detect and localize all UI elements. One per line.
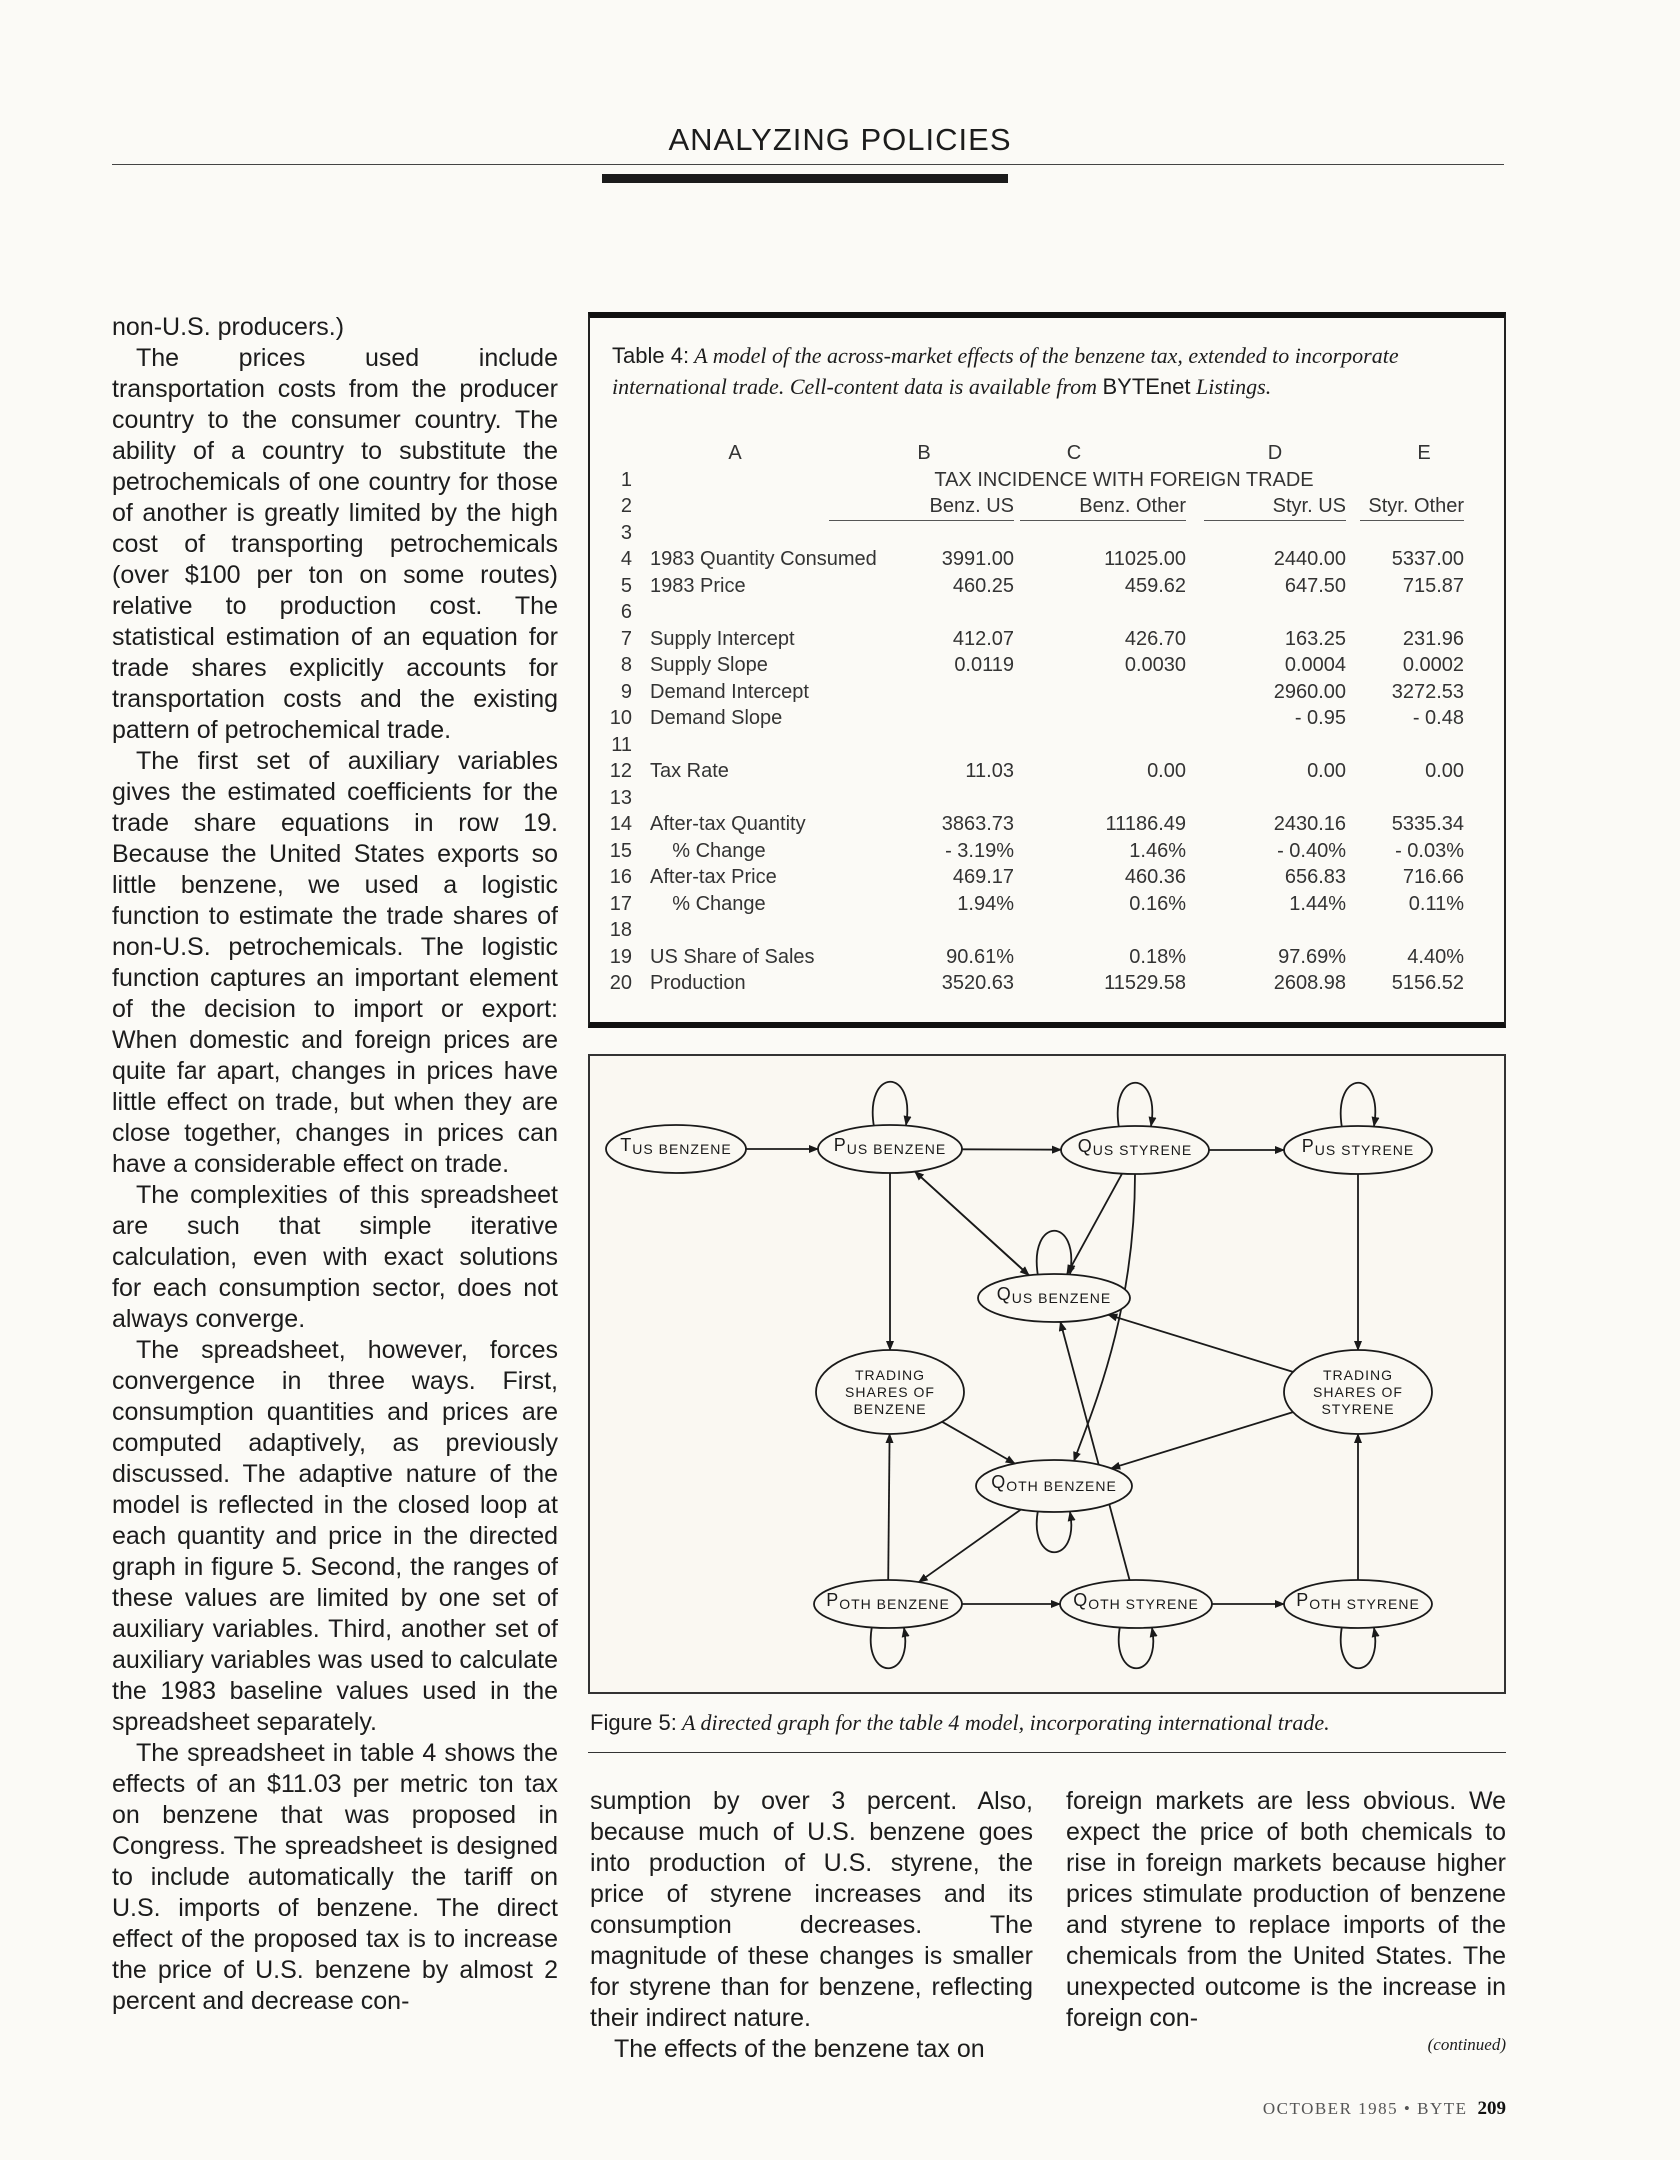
row-label: Demand Slope [650,707,783,729]
right-column [1066,1786,1506,2056]
row-number: 15 [609,839,632,862]
paragraph: The spreadsheet in table 4 shows the effects of an $11.03 per metric ton tax on benzene that was proposed in Congress. The spreadsheet is designed to include automatically the tariff on U.S. imports of benzene. The direct effect of the proposed tax is to increase the price of U.S. benzene by almost 2 percent and decrease con- [112,1739,558,2015]
figure-caption [590,1708,1506,1738]
row-label: % Change [650,839,766,862]
cell-styr-other: 715.87 [1402,574,1464,597]
cell-styr-us: 0.00 [1307,760,1346,782]
figure-caption-text: A directed graph for the table 4 model, incorporating international trade. [681,1710,1330,1735]
row-number: 4 [620,548,632,570]
cell-styr-us: 656.83 [1284,866,1346,888]
subhead-styr-other: Styr. Other [1360,495,1464,521]
node-label-line: SHARES OF [1313,1384,1403,1400]
node-t-us-benzene [606,1125,746,1173]
row-number: 16 [609,866,632,888]
paragraph: The complexities of this spreadsheet are such that simple iterative calculation, even with exact solutions for each consumption sector, does not always converge. [112,1181,558,1333]
cell-benz-us: 469.17 [952,866,1014,888]
edge-trading-styrene-to-q-us-benzene [1108,1315,1293,1372]
sheet-row [604,813,1484,840]
cell-styr-us: 0.0004 [1284,654,1346,676]
col-letter: B [917,442,931,464]
node-symbol: T [620,1135,633,1155]
cell-benz-other: 426.70 [1124,627,1186,650]
sheet-row [604,548,1484,575]
cell-styr-other: 5337.00 [1391,548,1464,570]
row-number: 8 [620,654,632,676]
node-p-oth-styrene [1284,1580,1432,1628]
node-subscript: US BENZENE [846,1141,947,1157]
paragraph: The first set of auxiliary variables gives the estimated coefficients for the trade share equations in row 19. Because the United States exports so little benzene, we used a logistic function to estimate the trade shares of non-U.S. petrochemicals. The logistic function captures an important element of the decision to import or export: When domestic and foreign prices are quite far apart, changes in prices have little effect on trade, but when they are close together, changes in prices can have a considerable effect on trade. [112,747,558,1178]
cell-styr-us: 647.50 [1284,574,1346,597]
row-number: 2 [620,495,632,517]
row-number: 3 [620,521,632,544]
cell-styr-other: 4.40% [1407,945,1464,968]
header-bar [602,174,1008,183]
node-symbol: P [826,1590,840,1610]
row-label: 1983 Quantity Consumed [650,548,877,570]
row-label: Demand Intercept [650,680,809,703]
cell-benz-other: 1.46% [1129,839,1186,862]
cell-styr-us: 2960.00 [1273,680,1346,703]
row-label: Supply Intercept [650,627,795,650]
cell-benz-us: 3520.63 [941,972,1014,994]
cell-styr-us: - 0.95 [1294,707,1346,729]
cell-benz-us: 3863.73 [941,813,1014,835]
sheet-row [604,946,1484,973]
row-label: Supply Slope [650,654,768,676]
node-q-us-styrene [1061,1126,1209,1174]
row-number: 7 [620,627,632,650]
cell-benz-us: 1.94% [957,892,1014,915]
row-number: 1 [620,468,632,491]
node-subscript: US STYRENE [1092,1142,1193,1158]
row-number: 19 [609,945,632,968]
sheet-row [604,972,1484,999]
row-number: 10 [609,707,632,729]
cell-benz-other: 11186.49 [1105,813,1186,835]
node-trading-styrene [1284,1350,1432,1434]
table-caption [612,340,1472,402]
node-q-oth-styrene [1060,1580,1212,1628]
table-caption-end: Listings. [1196,374,1272,399]
edge-q-us-styrene-to-q-us-benzene [1067,1174,1122,1275]
sheet-rows [604,522,1484,999]
row-number: 13 [609,786,632,809]
node-p-us-styrene [1284,1126,1432,1174]
node-label-line: TRADING [855,1367,925,1383]
sheet-row [604,840,1484,867]
sheet-row [604,654,1484,681]
table-caption-label: Table 4: [612,343,690,368]
cell-benz-us: 460.25 [952,574,1014,597]
sheet-row [604,866,1484,893]
self-loop-edge [1341,1626,1376,1668]
cell-benz-us: 11.03 [965,760,1014,782]
page-number: 209 [1477,2098,1506,2119]
header-rule [112,164,1504,165]
cell-styr-other: 716.66 [1402,866,1464,888]
cell-benz-us: 0.0119 [954,654,1014,676]
cell-benz-other: 0.16% [1129,892,1186,915]
edge-trading-benzene-to-q-oth-benzene [942,1422,1015,1464]
node-subscript: OTH BENZENE [839,1596,950,1612]
middle-column [590,1786,1033,2065]
paragraph: sumption by over 3 percent. Also, because much of U.S. benzene goes into production of U.S. styrene, the price of styrene increases and its consumption decreases. The magnitude of these changes is smaller for styrene than for benzene, reflecting their indirect nature. [590,1787,1033,2032]
cell-benz-us: 412.07 [952,627,1014,650]
sheet-row [604,681,1484,708]
sheet-row [604,893,1484,920]
table-4 [588,312,1506,1028]
cell-benz-other: 460.36 [1124,866,1186,888]
subhead-benz-other: Benz. Other [1020,495,1186,521]
cell-benz-us: - 3.19% [945,839,1014,862]
self-loop-edge [1341,1083,1376,1128]
paragraph: The spreadsheet, however, forces convergence in three ways. First, consumption quantities and prices are computed adaptively, as previously discussed. The adaptive nature of the model is reflected in the closed loop at each quantity and price in the directed graph in figure 5. Second, the ranges of these values are limited by one set of auxiliary variables. Third, another set of auxiliary variables was used to calculate the 1983 baseline values used in the spreadsheet separately. [112,1336,558,1736]
cell-styr-us: 1.44% [1289,892,1346,915]
self-loop-edge [873,1082,908,1127]
paragraph: non-U.S. producers.) [112,313,345,341]
node-q-us-benzene [978,1274,1130,1322]
row-label: US Share of Sales [650,945,815,968]
spreadsheet [604,442,1484,999]
cell-styr-other: 5335.34 [1391,813,1464,835]
row-number: 17 [609,892,632,915]
subhead-styr-us: Styr. US [1204,495,1346,521]
directed-graph [590,1056,1504,1692]
node-symbol: P [1301,1136,1315,1156]
self-loop-edge [1037,1231,1072,1276]
row-number: 6 [620,601,632,623]
left-column [112,312,558,2017]
edge-q-oth-benzene-to-p-oth-benzene [919,1510,1021,1583]
cell-styr-other: 231.96 [1402,627,1464,650]
running-header: ANALYZING POLICIES [668,122,1012,157]
sheet-row [604,734,1484,761]
sheet-row [604,919,1484,946]
sheet-title: TAX INCIDENCE WITH FOREIGN TRADE [934,468,1314,491]
cell-benz-other: 11529.58 [1104,972,1186,994]
cell-benz-other: 0.00 [1147,760,1186,782]
cell-styr-other: 0.00 [1425,760,1464,782]
node-symbol: P [1296,1590,1310,1610]
node-trading-benzene [816,1350,964,1434]
self-loop-edge [1118,1083,1153,1128]
cell-benz-other: 11025.00 [1104,548,1186,570]
cell-styr-us: 2430.16 [1273,813,1346,835]
table-caption-byte: BYTEnet [1102,374,1191,399]
self-loop-edge [1119,1626,1154,1668]
sheet-row [604,601,1484,628]
edge-trading-styrene-to-q-oth-benzene [1111,1412,1293,1468]
cell-styr-us: 163.25 [1284,627,1346,650]
row-label: Production [650,972,746,994]
self-loop-edge [871,1626,906,1668]
cell-benz-us: 90.61% [946,945,1014,968]
table-caption-text: A model of the across-market effects of the benzene tax, extended to incorporate international trade. Cell-content data is available from [612,343,1399,399]
row-label: 1983 Price [650,574,746,597]
page-footer [1263,2098,1506,2120]
row-number: 11 [611,733,632,756]
sheet-row [604,760,1484,787]
cell-styr-other: - 0.48 [1412,707,1464,729]
subhead-row [604,495,1484,522]
node-symbol: Q [991,1472,1007,1492]
node-symbol: P [833,1135,847,1155]
node-subscript: US BENZENE [632,1141,732,1157]
node-p-us-benzene [818,1125,962,1173]
col-letter: E [1417,442,1431,464]
row-number: 9 [620,680,632,703]
node-label-line: TRADING [1323,1367,1393,1383]
node-label-line: BENZENE [853,1401,927,1417]
col-letter: A [728,442,742,464]
paragraph: The prices used include transportation costs from the producer country to the consumer country. The ability of a country to substitute the petrochemicals of one country for those of another is greatly limited by the high cost of transporting petrochemicals (over $100 per ton on some routes) relative to production cost. The statistical estimation of an equation for trade shares explicitly accounts for transportation costs and the existing pattern of petrochemical trade. [112,344,558,744]
node-p-oth-benzene [814,1580,962,1628]
edge-p-oth-benzene-to-trading-benzene [888,1434,889,1580]
issue-line: OCTOBER 1985 • BYTE [1262,2099,1468,2118]
cell-styr-other: 0.0002 [1402,654,1464,676]
node-label-line: STYRENE [1321,1401,1395,1417]
node-q-oth-benzene [976,1460,1132,1512]
node-subscript: US STYRENE [1314,1142,1415,1158]
cell-styr-other: 0.11% [1408,892,1464,915]
node-symbol: Q [1077,1136,1093,1156]
self-loop-edge [1037,1510,1072,1552]
sheet-row [604,787,1484,814]
node-subscript: US BENZENE [1011,1290,1112,1306]
col-letter: D [1267,442,1283,464]
edge-q-us-benzene-to-p-us-benzene [915,1172,1029,1276]
sheet-row [604,628,1484,655]
cell-styr-other: - 0.03% [1395,839,1464,862]
sheet-row [604,707,1484,734]
node-subscript: OTH STYRENE [1088,1596,1199,1612]
sheet-row [604,575,1484,602]
row-label: After-tax Price [650,866,777,888]
cell-benz-us: 3991.00 [941,548,1014,570]
row-label: % Change [650,892,766,915]
cell-benz-other: 459.62 [1124,574,1186,597]
row-number: 18 [609,919,632,941]
sheet-row [604,522,1484,549]
row-label: After-tax Quantity [650,813,806,835]
cell-styr-other: 3272.53 [1391,680,1464,703]
cell-styr-us: - 0.40% [1277,839,1346,862]
cell-benz-other: 0.0030 [1124,654,1186,676]
paragraph: The effects of the benzene tax on [614,2035,985,2063]
cell-benz-other: 0.18% [1129,945,1186,968]
subhead-benz-us: Benz. US [829,495,1014,521]
node-symbol: Q [996,1284,1012,1304]
edge-q-oth-styrene-to-q-us-benzene [1060,1322,1129,1580]
figure-rule [588,1752,1506,1753]
paragraph: foreign markets are less obvious. We expect the price of both chemicals to rise in foreign markets because higher prices stimulate production of benzene and styrene to replace imports of the chemicals from the United States. The unexpected outcome is the increase in foreign con- [1066,1787,1506,2032]
row-label: Tax Rate [650,760,729,782]
row-number: 14 [609,813,632,835]
row-number: 5 [620,574,632,597]
figure-caption-label: Figure 5: [590,1710,677,1735]
cell-styr-us: 2608.98 [1273,972,1346,994]
row-number: 12 [609,760,632,782]
cell-styr-other: 5156.52 [1391,972,1464,994]
node-label-line: SHARES OF [845,1384,935,1400]
row-number: 20 [609,972,632,994]
node-subscript: OTH BENZENE [1006,1478,1117,1494]
continued-note: (continued) [1427,2035,1506,2054]
column-letters-row [604,442,1484,469]
figure-5 [588,1054,1506,1694]
cell-styr-us: 97.69% [1278,945,1346,968]
node-symbol: Q [1073,1590,1089,1610]
node-subscript: OTH STYRENE [1309,1596,1420,1612]
sheet-title-row [604,469,1484,496]
cell-styr-us: 2440.00 [1273,548,1346,570]
col-letter: C [1066,442,1082,464]
